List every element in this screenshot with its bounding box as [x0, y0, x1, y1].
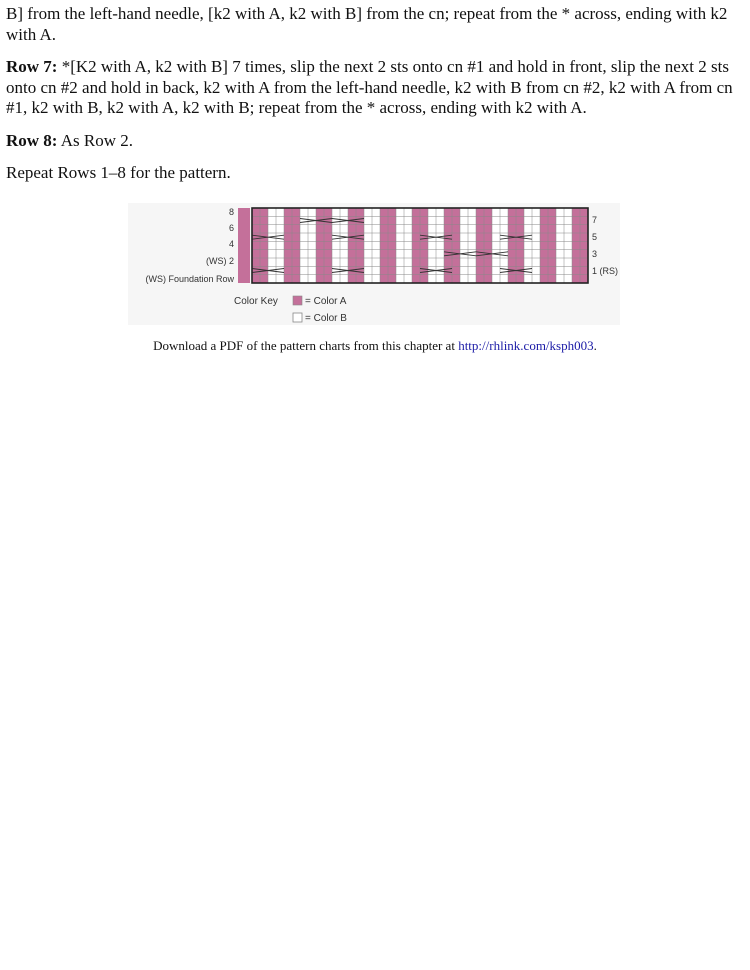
color-b-column: [396, 208, 404, 283]
pdf-download-link[interactable]: http://rhlink.com/ksph003: [458, 338, 594, 353]
row-number-strip: [238, 208, 250, 283]
color-b-column: [468, 208, 476, 283]
color-a-column: [388, 208, 396, 283]
download-caption: [0, 338, 750, 354]
color-a-column: [484, 208, 492, 283]
row-label-7: 7: [592, 215, 598, 225]
color-a-column: [580, 208, 588, 283]
paragraph-repeat: [6, 163, 746, 184]
color-b-swatch: [293, 313, 302, 322]
row-label-foundation: (WS) Foundation Row: [145, 274, 234, 284]
paragraph-text: *[K2 with A, k2 with B] 7 times, slip the next 2 sts onto cn #1 and hold in front, slip the next 2 sts onto cn #2 and hold in back, k2 with A from the left-hand needle, k2 with B from cn #2, k2 with A from cn #1, k2 with B, k2 with A, k2 with B; repeat from the * across, ending with k2 with A.: [6, 57, 733, 117]
caption-end: .: [593, 338, 597, 353]
color-b-column: [556, 208, 564, 283]
color-b-label: = Color B: [305, 313, 347, 324]
color-b-column: [460, 208, 468, 283]
color-b-column: [532, 208, 540, 283]
color-a-column: [412, 208, 420, 283]
color-a-column: [380, 208, 388, 283]
row-label-8: 8: [228, 207, 234, 217]
color-a-swatch: [293, 296, 302, 305]
row-label-4: 4: [228, 239, 234, 249]
color-a-column: [452, 208, 460, 283]
caption-text: Download a PDF of the pattern charts from this chapter at: [153, 338, 459, 353]
knitting-chart: [128, 203, 620, 325]
color-b-column: [364, 208, 372, 283]
document-body: [6, 4, 746, 196]
paragraph-row-8: [6, 131, 746, 152]
paragraph-text: Repeat Rows 1–8 for the pattern.: [6, 163, 231, 182]
color-a-label: = Color A: [305, 296, 347, 307]
row-label-6: 6: [228, 223, 234, 233]
color-a-column: [572, 208, 580, 283]
paragraph-continuation: [6, 4, 746, 45]
color-a-column: [476, 208, 484, 283]
paragraph-row-7: [6, 57, 746, 119]
row-label-5: 5: [592, 232, 598, 242]
paragraph-text: B] from the left-hand needle, [k2 with A, k2 with B] from the cn; repeat from the * across, ending with k2 with A.: [6, 4, 728, 44]
row-label-2: (WS) 2: [206, 256, 234, 266]
color-key-title: Color Key: [234, 296, 278, 307]
color-a-column: [292, 208, 300, 283]
color-a-column: [284, 208, 292, 283]
row-label: Row 8:: [6, 130, 58, 150]
color-a-column: [540, 208, 548, 283]
color-b-column: [564, 208, 572, 283]
paragraph-text: As Row 2.: [57, 130, 134, 150]
knitting-chart-figure: [128, 203, 620, 325]
color-b-column: [404, 208, 412, 283]
color-b-column: [492, 208, 500, 283]
row-label: Row 7:: [6, 57, 58, 76]
color-b-column: [372, 208, 380, 283]
row-label-1: 1 (RS): [592, 266, 619, 276]
row-label-3: 3: [592, 249, 598, 259]
color-a-column: [548, 208, 556, 283]
